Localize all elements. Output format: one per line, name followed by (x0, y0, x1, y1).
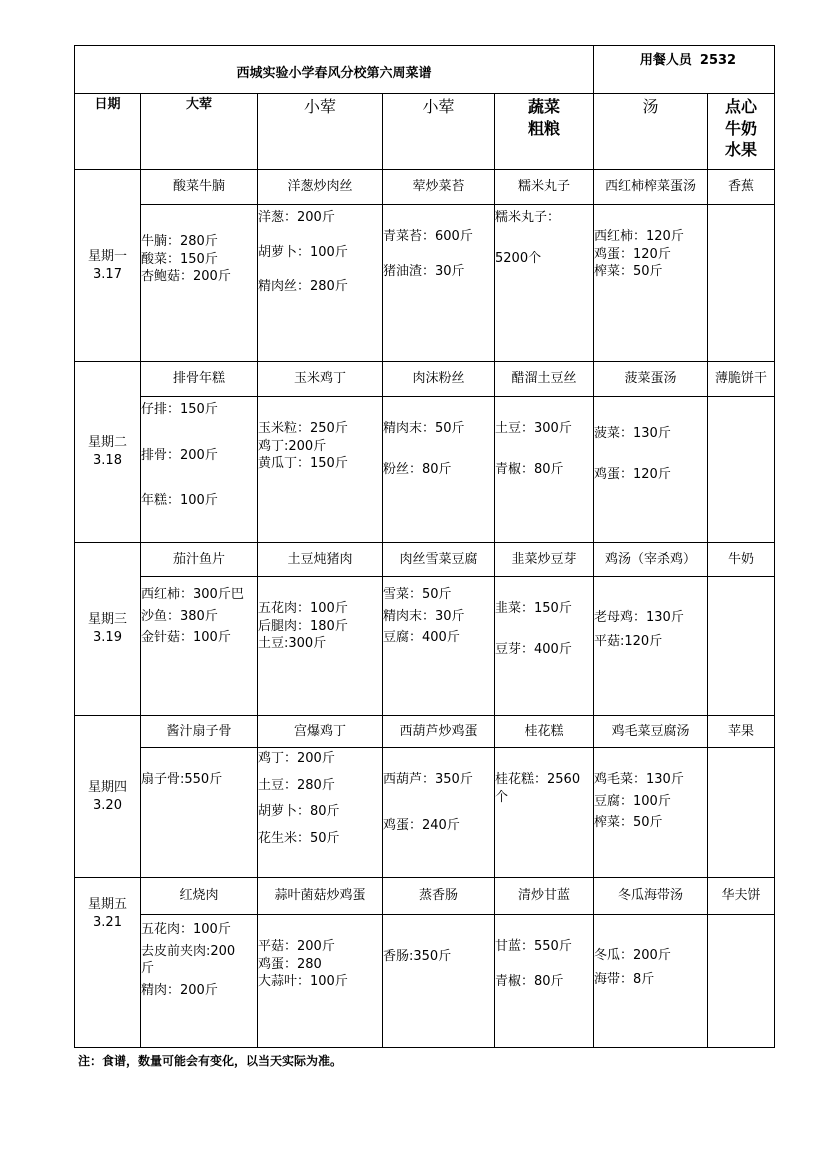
ingredient-item: 韭菜：150斤 (495, 601, 572, 616)
dish-name: 糯米丸子 (495, 170, 594, 205)
ingredient-item: 鸡蛋：120斤 (594, 466, 671, 482)
dish-name: 红烧肉 (141, 878, 258, 915)
ingredient-item: 五花肉：100斤 (141, 922, 231, 937)
dish-name: 薄脆饼干 (708, 362, 775, 397)
dish-name: 华夫饼 (708, 878, 775, 915)
ingredient-item: 五花肉：100斤 (258, 601, 348, 616)
dish-name: 肉沫粉丝 (383, 362, 495, 397)
ingredient-item: 豆腐：400斤 (383, 630, 460, 646)
dish-name: 苹果 (708, 716, 775, 748)
ingredient-item: 青椒：80斤 (495, 461, 564, 477)
ingredient-item: 胡萝卜：80斤 (258, 804, 340, 820)
ingredient-item: 甘蓝：550斤 (495, 939, 572, 954)
dish-name: 清炒甘蓝 (495, 878, 594, 915)
ingredient-item: 冬瓜：200斤 (594, 948, 671, 963)
ingredients-cell-empty (708, 205, 775, 362)
ingredients-cell (141, 397, 258, 543)
ingredient-item: 土豆：280斤 (258, 777, 335, 793)
weekday-label: 星期五 (87, 897, 127, 912)
dish-name: 香蕉 (708, 170, 775, 205)
ingredient-item: 猪油渣：30斤 (383, 263, 465, 279)
ingredients-cell (258, 397, 383, 543)
ingredients-cell (594, 577, 708, 716)
dish-name: 荤炒菜苔 (383, 170, 495, 205)
ingredient-item: 精肉末：50斤 (383, 421, 465, 436)
menu-title: 西城实验小学春风分校第六周菜谱 (75, 46, 594, 94)
ingredients-cell (383, 205, 495, 362)
ingredient-item: 酸菜：150斤 (141, 251, 218, 267)
ingredients-cell (141, 748, 258, 878)
day-cell (75, 362, 141, 543)
header-date: 日期 (75, 94, 141, 170)
ingredients-cell (495, 748, 594, 878)
dish-name: 醋溜土豆丝 (495, 362, 594, 397)
ingredients-cell (594, 748, 708, 878)
ingredient-item: 鸡丁:200斤 (258, 438, 327, 454)
ingredient-item: 年糕：100斤 (141, 493, 218, 509)
dish-name: 玉米鸡丁 (258, 362, 383, 397)
dish-name: 冬瓜海带汤 (594, 878, 708, 915)
dish-name: 牛奶 (708, 543, 775, 577)
ingredient-item: 后腿肉：180斤 (258, 618, 348, 634)
ingredient-item: 海带：8斤 (594, 971, 655, 987)
ingredient-item: 西红柿：120斤 (594, 229, 684, 244)
ingredients-cell-empty (708, 915, 775, 1048)
day-cell (75, 543, 141, 716)
ingredient-item: 沙鱼：380斤 (141, 608, 218, 624)
header-veg (495, 94, 594, 170)
table-row (75, 878, 775, 915)
weekday-label: 星期二 (87, 435, 127, 451)
header-veg-line1: 蔬菜 (527, 97, 560, 116)
ingredient-item: 花生米：50斤 (258, 830, 340, 846)
ingredient-item: 榨菜：50斤 (594, 815, 663, 831)
ingredient-item: 雪菜：50斤 (383, 587, 452, 602)
ingredients-cell (383, 748, 495, 878)
dish-name: 韭菜炒豆芽 (495, 543, 594, 577)
header-small-1: 小荤 (258, 94, 383, 170)
dish-name: 蒜叶菌菇炒鸡蛋 (258, 878, 383, 915)
ingredients-cell (383, 397, 495, 543)
day-cell (75, 170, 141, 362)
ingredients-cell (594, 397, 708, 543)
ingredient-item: 豆腐：100斤 (594, 793, 671, 809)
ingredient-item: 洋葱：200斤 (258, 210, 335, 225)
ingredients-cell-empty (708, 577, 775, 716)
diners-count: 2532 (699, 53, 737, 68)
header-small-2: 小荤 (383, 94, 495, 170)
day-cell (75, 878, 141, 1048)
header-snack-line2: 牛奶 (725, 118, 758, 138)
ingredient-item: 老母鸡：130斤 (594, 610, 684, 625)
ingredient-item: 土豆：300斤 (495, 421, 572, 436)
ingredients-cell-empty (708, 397, 775, 543)
dish-name: 蒸香肠 (383, 878, 495, 915)
date-label: 3.19 (93, 630, 122, 645)
table-row (75, 205, 775, 362)
ingredient-item: 豆芽：400斤 (495, 641, 572, 657)
table-row (75, 915, 775, 1048)
ingredient-item: 鸡蛋：240斤 (383, 817, 460, 833)
day-cell (75, 716, 141, 878)
dish-name: 菠菜蛋汤 (594, 362, 708, 397)
ingredient-item: 西葫芦：350斤 (383, 772, 473, 787)
header-soup: 汤 (594, 94, 708, 170)
diners-label: 用餐人员 (639, 53, 692, 68)
table-row (75, 577, 775, 716)
menu-table (74, 45, 775, 1048)
ingredients-cell (495, 577, 594, 716)
ingredients-cell (594, 205, 708, 362)
ingredient-item: 菠菜：130斤 (594, 426, 671, 441)
ingredients-cell (258, 748, 383, 878)
date-label: 3.20 (93, 797, 122, 813)
table-row (75, 748, 775, 878)
dish-name: 桂花糕 (495, 716, 594, 748)
ingredient-item: 5200个 (495, 250, 542, 266)
ingredient-item: 香肠:350斤 (383, 949, 452, 964)
ingredient-item: 鸡丁：200斤 (258, 751, 335, 766)
date-label: 3.21 (93, 914, 122, 930)
dish-name: 酱汁扇子骨 (141, 716, 258, 748)
ingredients-cell-empty (708, 748, 775, 878)
ingredient-item: 鸡蛋：120斤 (594, 246, 671, 262)
dish-name: 宫爆鸡丁 (258, 716, 383, 748)
ingredients-cell (495, 205, 594, 362)
ingredient-item: 牛腩：280斤 (141, 234, 218, 249)
header-snack (708, 94, 775, 170)
weekday-label: 星期三 (87, 612, 127, 628)
ingredient-item: 平菇：200斤 (258, 939, 335, 954)
dish-name: 洋葱炒肉丝 (258, 170, 383, 205)
dish-name: 酸菜牛腩 (141, 170, 258, 205)
ingredient-item: 精肉：200斤 (141, 982, 218, 998)
ingredients-cell (383, 915, 495, 1048)
ingredient-item: 青菜苔：600斤 (383, 229, 473, 244)
table-row (75, 543, 775, 577)
dish-name: 土豆炖猪肉 (258, 543, 383, 577)
dish-name: 鸡毛菜豆腐汤 (594, 716, 708, 748)
ingredients-cell (594, 915, 708, 1048)
ingredient-item: 仔排：150斤 (141, 402, 218, 417)
dish-name: 西葫芦炒鸡蛋 (383, 716, 495, 748)
ingredient-item: 精肉末：30斤 (383, 608, 465, 624)
ingredient-item: 西红柿：300斤巴 (141, 587, 244, 602)
footnote: 注：食谱，数量可能会有变化，以当天实际为准。 (78, 1054, 343, 1068)
ingredient-item: 鸡毛菜：130斤 (594, 772, 684, 787)
date-label: 3.17 (93, 266, 122, 282)
ingredient-item: 排骨：200斤 (141, 447, 218, 463)
ingredient-item: 平菇:120斤 (594, 633, 663, 649)
dish-name: 排骨年糕 (141, 362, 258, 397)
ingredient-item: 鸡蛋：280 (258, 956, 322, 972)
ingredient-item: 扇子骨:550斤 (141, 772, 223, 787)
ingredients-cell (258, 577, 383, 716)
ingredients-cell (141, 577, 258, 716)
date-label: 3.18 (93, 453, 122, 468)
ingredient-item: 个 (495, 789, 509, 805)
ingredient-item: 胡萝卜：100斤 (258, 244, 348, 260)
dish-name: 茄汁鱼片 (141, 543, 258, 577)
header-main: 大荤 (141, 94, 258, 170)
ingredient-item: 金针菇：100斤 (141, 630, 231, 646)
ingredients-cell (141, 205, 258, 362)
ingredients-cell (141, 915, 258, 1048)
ingredient-item: 黄瓜丁：150斤 (258, 456, 348, 472)
table-row (75, 362, 775, 397)
ingredient-item: 粉丝：80斤 (383, 461, 452, 477)
ingredient-item: 糯米丸子： (495, 210, 561, 225)
diners-info (594, 46, 775, 94)
dish-name: 西红柿榨菜蛋汤 (594, 170, 708, 205)
ingredient-item: 大蒜叶：100斤 (258, 974, 348, 990)
weekday-label: 星期四 (87, 779, 127, 795)
ingredients-cell (495, 915, 594, 1048)
ingredients-cell (258, 915, 383, 1048)
ingredient-item: 斤 (141, 961, 155, 977)
table-row (75, 716, 775, 748)
header-snack-line1: 点心 (725, 97, 758, 116)
dish-name: 鸡汤（宰杀鸡） (594, 543, 708, 577)
dish-name: 肉丝雪菜豆腐 (383, 543, 495, 577)
ingredient-item: 杏鲍菇：200斤 (141, 269, 231, 285)
header-veg-line2: 粗粮 (527, 118, 560, 138)
header-snack-line3: 水果 (725, 140, 758, 160)
ingredient-item: 玉米粒：250斤 (258, 421, 348, 436)
ingredient-item: 青椒：80斤 (495, 973, 564, 989)
ingredient-item: 榨菜：50斤 (594, 264, 663, 280)
ingredient-item: 精肉丝：280斤 (258, 279, 348, 295)
table-row (75, 397, 775, 543)
weekday-label: 星期一 (87, 248, 127, 264)
ingredients-cell (258, 205, 383, 362)
ingredients-cell (495, 397, 594, 543)
ingredients-cell (383, 577, 495, 716)
ingredient-item: 土豆:300斤 (258, 636, 327, 652)
ingredient-item: 桂花糕：2560 (495, 772, 581, 787)
table-row (75, 170, 775, 205)
ingredient-item: 去皮前夹肉:200 (141, 943, 236, 959)
